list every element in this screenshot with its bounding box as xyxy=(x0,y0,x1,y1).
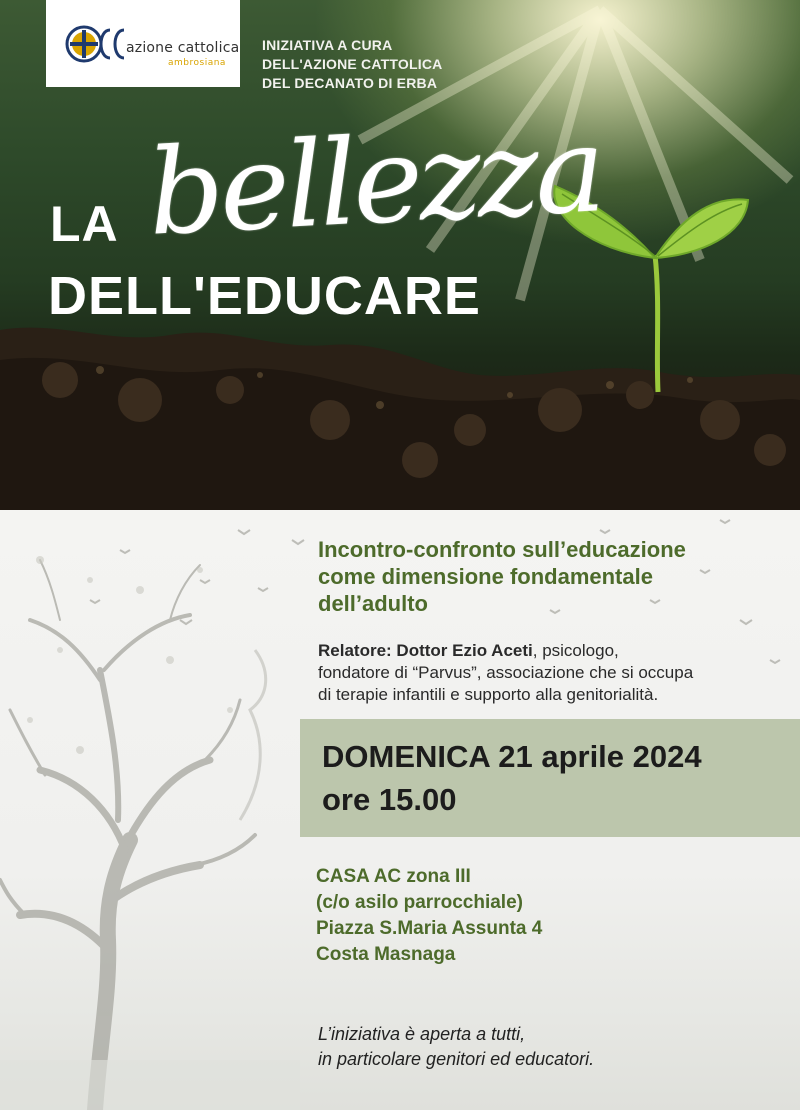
logo-box xyxy=(46,0,240,87)
event-time: ore 15.00 xyxy=(322,782,457,817)
subtitle-line: come dimensione fondamentale xyxy=(318,564,653,589)
initiative-line: INIZIATIVA A CURA xyxy=(262,37,393,53)
note-line: in particolare genitori ed educatori. xyxy=(318,1049,595,1069)
speaker-role: , psicologo, xyxy=(532,641,619,660)
venue-line: (c/o asilo parrocchiale) xyxy=(316,892,523,913)
venue-line: Costa Masnaga xyxy=(316,944,456,965)
initiative-line: DEL DECANATO DI ERBA xyxy=(262,75,438,91)
speaker-label: Relatore: xyxy=(318,641,392,660)
speaker-line: di terapie infantili e supporto alla genitorialità. xyxy=(318,685,659,704)
speaker-name: Dottor Ezio Aceti xyxy=(396,641,533,660)
venue-line: Piazza S.Maria Assunta 4 xyxy=(316,918,543,939)
event-subtitle xyxy=(318,536,788,617)
title-la: LA xyxy=(50,196,119,252)
speaker-line: fondatore di “Parvus”, associazione che si occupa xyxy=(318,663,694,682)
event-note xyxy=(318,1022,594,1072)
subtitle-line: dell’adulto xyxy=(318,591,428,616)
event-date: DOMENICA 21 aprile 2024 xyxy=(322,739,702,774)
title-script: bellezza xyxy=(144,100,605,262)
speaker-info xyxy=(318,640,788,706)
initiative-line: DELL'AZIONE CATTOLICA xyxy=(262,56,443,72)
initiative-text xyxy=(262,36,442,93)
note-line: L’iniziativa è aperta a tutti, xyxy=(318,1024,526,1044)
ac-logo-icon xyxy=(62,22,132,66)
venue-line: CASA AC zona III xyxy=(316,866,471,887)
speaker-line xyxy=(318,640,788,662)
hero-photo xyxy=(0,0,800,510)
logo-sub: ambrosiana xyxy=(168,58,226,68)
subtitle-line: Incontro-confronto sull’educazione xyxy=(318,537,686,562)
title-main: DELL'EDUCARE xyxy=(48,266,481,326)
logo-name: azione cattolica xyxy=(126,40,240,56)
tree-head-icon xyxy=(0,520,300,1110)
event-venue xyxy=(316,864,542,968)
date-band xyxy=(300,719,800,837)
